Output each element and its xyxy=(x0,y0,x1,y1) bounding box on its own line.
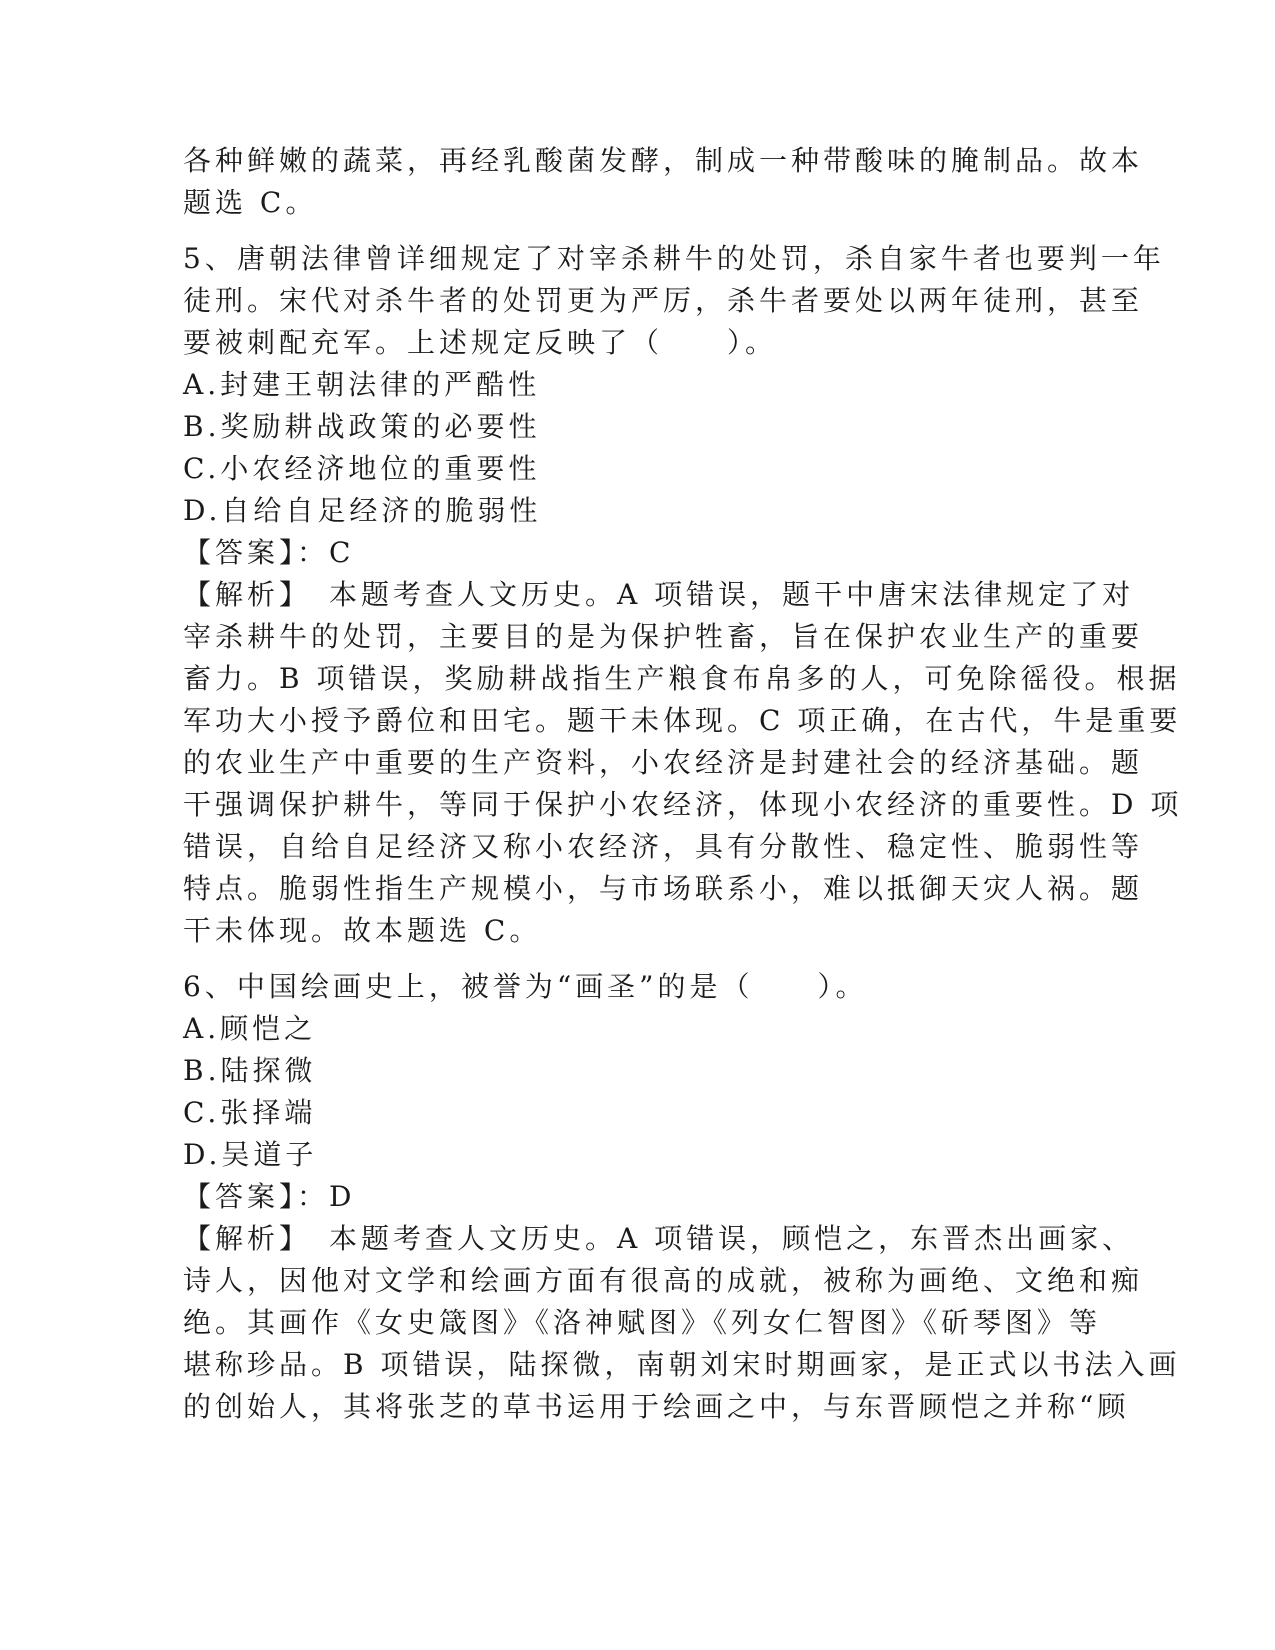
analysis-line: 军功大小授予爵位和田宅。题干未体现。C 项正确，在古代，牛是重要 xyxy=(183,704,1182,737)
answer-line: 【答案】：C xyxy=(183,536,355,569)
analysis-line: 【解析】 本题考查人文历史。A 项错误，顾恺之，东晋杰出画家、 xyxy=(183,1222,1135,1255)
analysis-line: 特点。脆弱性指生产规模小，与市场联系小，难以抵御天灾人祸。题 xyxy=(183,872,1144,905)
option-a: A.顾恺之 xyxy=(183,1012,317,1045)
option-c: C.小农经济地位的重要性 xyxy=(183,452,541,485)
analysis-line: 【解析】 本题考查人文历史。A 项错误，题干中唐宋法律规定了对 xyxy=(183,578,1135,611)
analysis-line: 的农业生产中重要的生产资料，小农经济是封建社会的经济基础。题 xyxy=(183,746,1144,779)
analysis-line: 错误，自给自足经济又称小农经济，具有分散性、稳定性、脆弱性等 xyxy=(183,830,1144,863)
question-5 xyxy=(183,238,1183,952)
option-b: B.奖励耕战政策的必要性 xyxy=(183,410,541,443)
analysis-line: 宰杀耕牛的处罚，主要目的是为保护牲畜，旨在保护农业生产的重要 xyxy=(183,620,1144,653)
analysis-line: 干强调保护耕牛，等同于保护小农经济，体现小农经济的重要性。D 项 xyxy=(183,788,1183,821)
answer-line: 【答案】：D xyxy=(183,1180,356,1213)
option-a: A.封建王朝法律的严酷性 xyxy=(183,368,541,401)
analysis-line: 堪称珍品。B 项错误，陆探微，南朝刘宋时期画家，是正式以书法入画 xyxy=(183,1348,1181,1381)
option-d: D.吴道子 xyxy=(183,1138,318,1171)
option-c: C.张择端 xyxy=(183,1096,317,1129)
document-page xyxy=(183,140,1183,1428)
analysis-line: 绝。其画作《女史箴图》《洛神赋图》《列女仁智图》《斫琴图》等 xyxy=(183,1306,1102,1339)
option-d: D.自给自足经济的脆弱性 xyxy=(183,494,542,527)
question-stem-line: 5、唐朝法律曾详细规定了对宰杀耕牛的处罚，杀自家牛者也要判一年 xyxy=(183,242,1165,275)
text-line: 题选 C。 xyxy=(183,186,318,219)
question-stem-line: 要被刺配充军。上述规定反映了（ ）。 xyxy=(183,326,778,359)
question-6 xyxy=(183,966,1181,1428)
option-b: B.陆探微 xyxy=(183,1054,317,1087)
analysis-line: 的创始人，其将张芝的草书运用于绘画之中，与东晋顾恺之并称“顾 xyxy=(183,1390,1130,1423)
analysis-line: 诗人，因他对文学和绘画方面有很高的成就，被称为画绝、文绝和痴 xyxy=(183,1264,1144,1297)
analysis-line: 畜力。B 项错误，奖励耕战指生产粮食布帛多的人，可免除徭役。根据 xyxy=(183,662,1181,695)
question-stem-line: 6、中国绘画史上，被誉为“画圣”的是（ ）。 xyxy=(183,970,868,1003)
text-line: 各种鲜嫩的蔬菜，再经乳酸菌发酵，制成一种带酸味的腌制品。故本 xyxy=(183,144,1144,177)
analysis-line: 干未体现。故本题选 C。 xyxy=(183,914,542,947)
question-stem-line: 徒刑。宋代对杀牛者的处罚更为严厉，杀牛者要处以两年徒刑，甚至 xyxy=(183,284,1144,317)
carryover-paragraph xyxy=(183,140,1144,224)
